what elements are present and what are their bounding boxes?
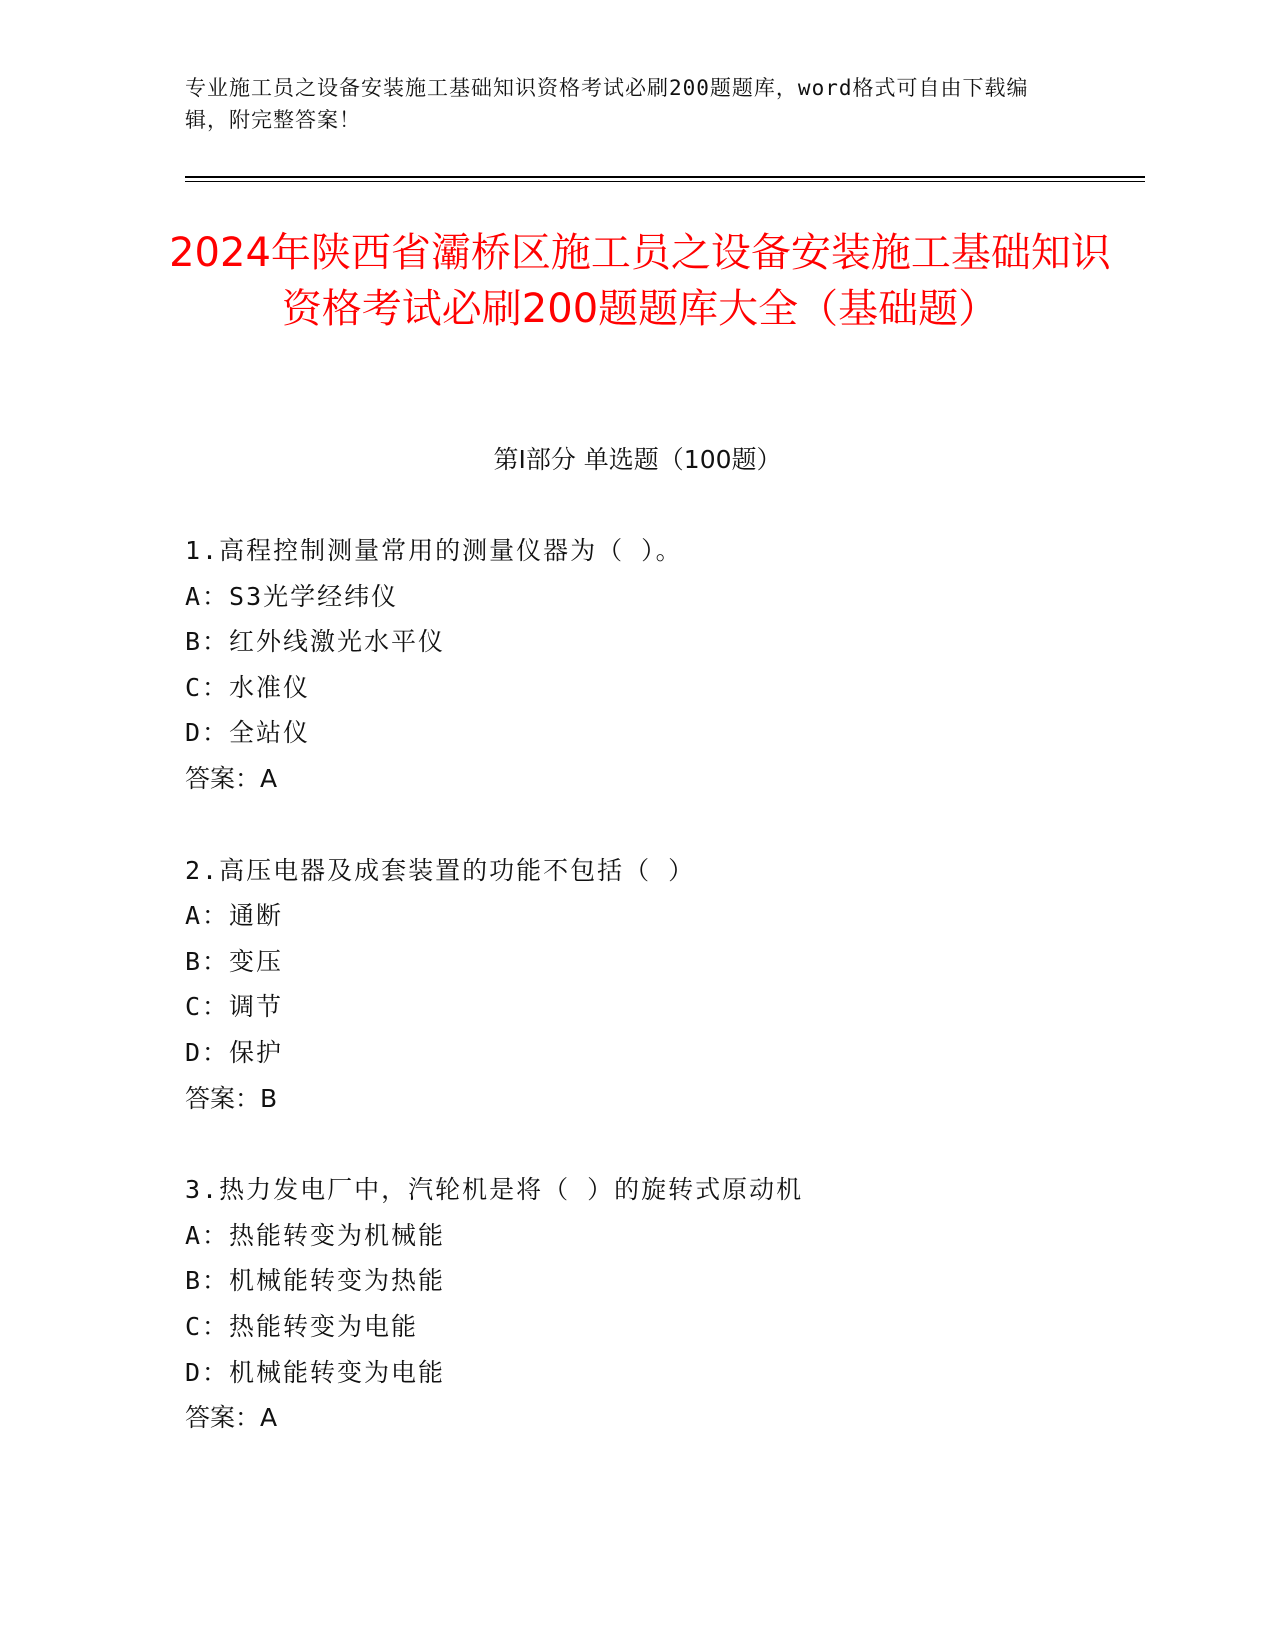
question-stem: 3.热力发电厂中，汽轮机是将（ ）的旋转式原动机 xyxy=(185,1175,804,1205)
question-stem: 2.高压电器及成套装置的功能不包括（ ） xyxy=(185,855,696,885)
option-a: A：通断 xyxy=(185,901,284,931)
option-c: C：调节 xyxy=(185,992,284,1022)
answer: 答案：B xyxy=(185,1083,278,1113)
option-c: C：水准仪 xyxy=(185,672,311,702)
header-rule-thick xyxy=(185,176,1145,178)
question-3 xyxy=(185,1167,1145,1441)
option-b: B：变压 xyxy=(185,946,284,976)
question-stem: 1.高程控制测量常用的测量仪器为（ ）。 xyxy=(185,536,683,565)
option-c: C：热能转变为电能 xyxy=(185,1311,419,1341)
option-d: D：保护 xyxy=(185,1037,284,1067)
option-d: D：全站仪 xyxy=(185,718,311,748)
section-heading: 第I部分 单选题（100题） xyxy=(493,445,782,474)
option-d: D：机械能转变为电能 xyxy=(185,1357,446,1387)
option-a: A：S3光学经纬仪 xyxy=(185,581,399,611)
header-rule-thin xyxy=(185,181,1145,182)
header-note: 专业施工员之设备安装施工基础知识资格考试必刷200题题库，word格式可自由下载编辑，附完整答案！ xyxy=(185,76,1029,132)
option-b: B：红外线激光水平仪 xyxy=(185,627,446,657)
answer: 答案：A xyxy=(185,763,278,793)
option-a: A：热能转变为机械能 xyxy=(185,1220,446,1250)
document-title: 2024年陕西省灞桥区施工员之设备安装施工基础知识资格考试必刷200题题库大全（基础题） xyxy=(169,230,1111,332)
option-b: B：机械能转变为热能 xyxy=(185,1266,446,1296)
question-1 xyxy=(185,528,1145,802)
question-list xyxy=(185,528,1145,1487)
question-2 xyxy=(185,848,1145,1122)
answer: 答案：A xyxy=(185,1403,278,1433)
